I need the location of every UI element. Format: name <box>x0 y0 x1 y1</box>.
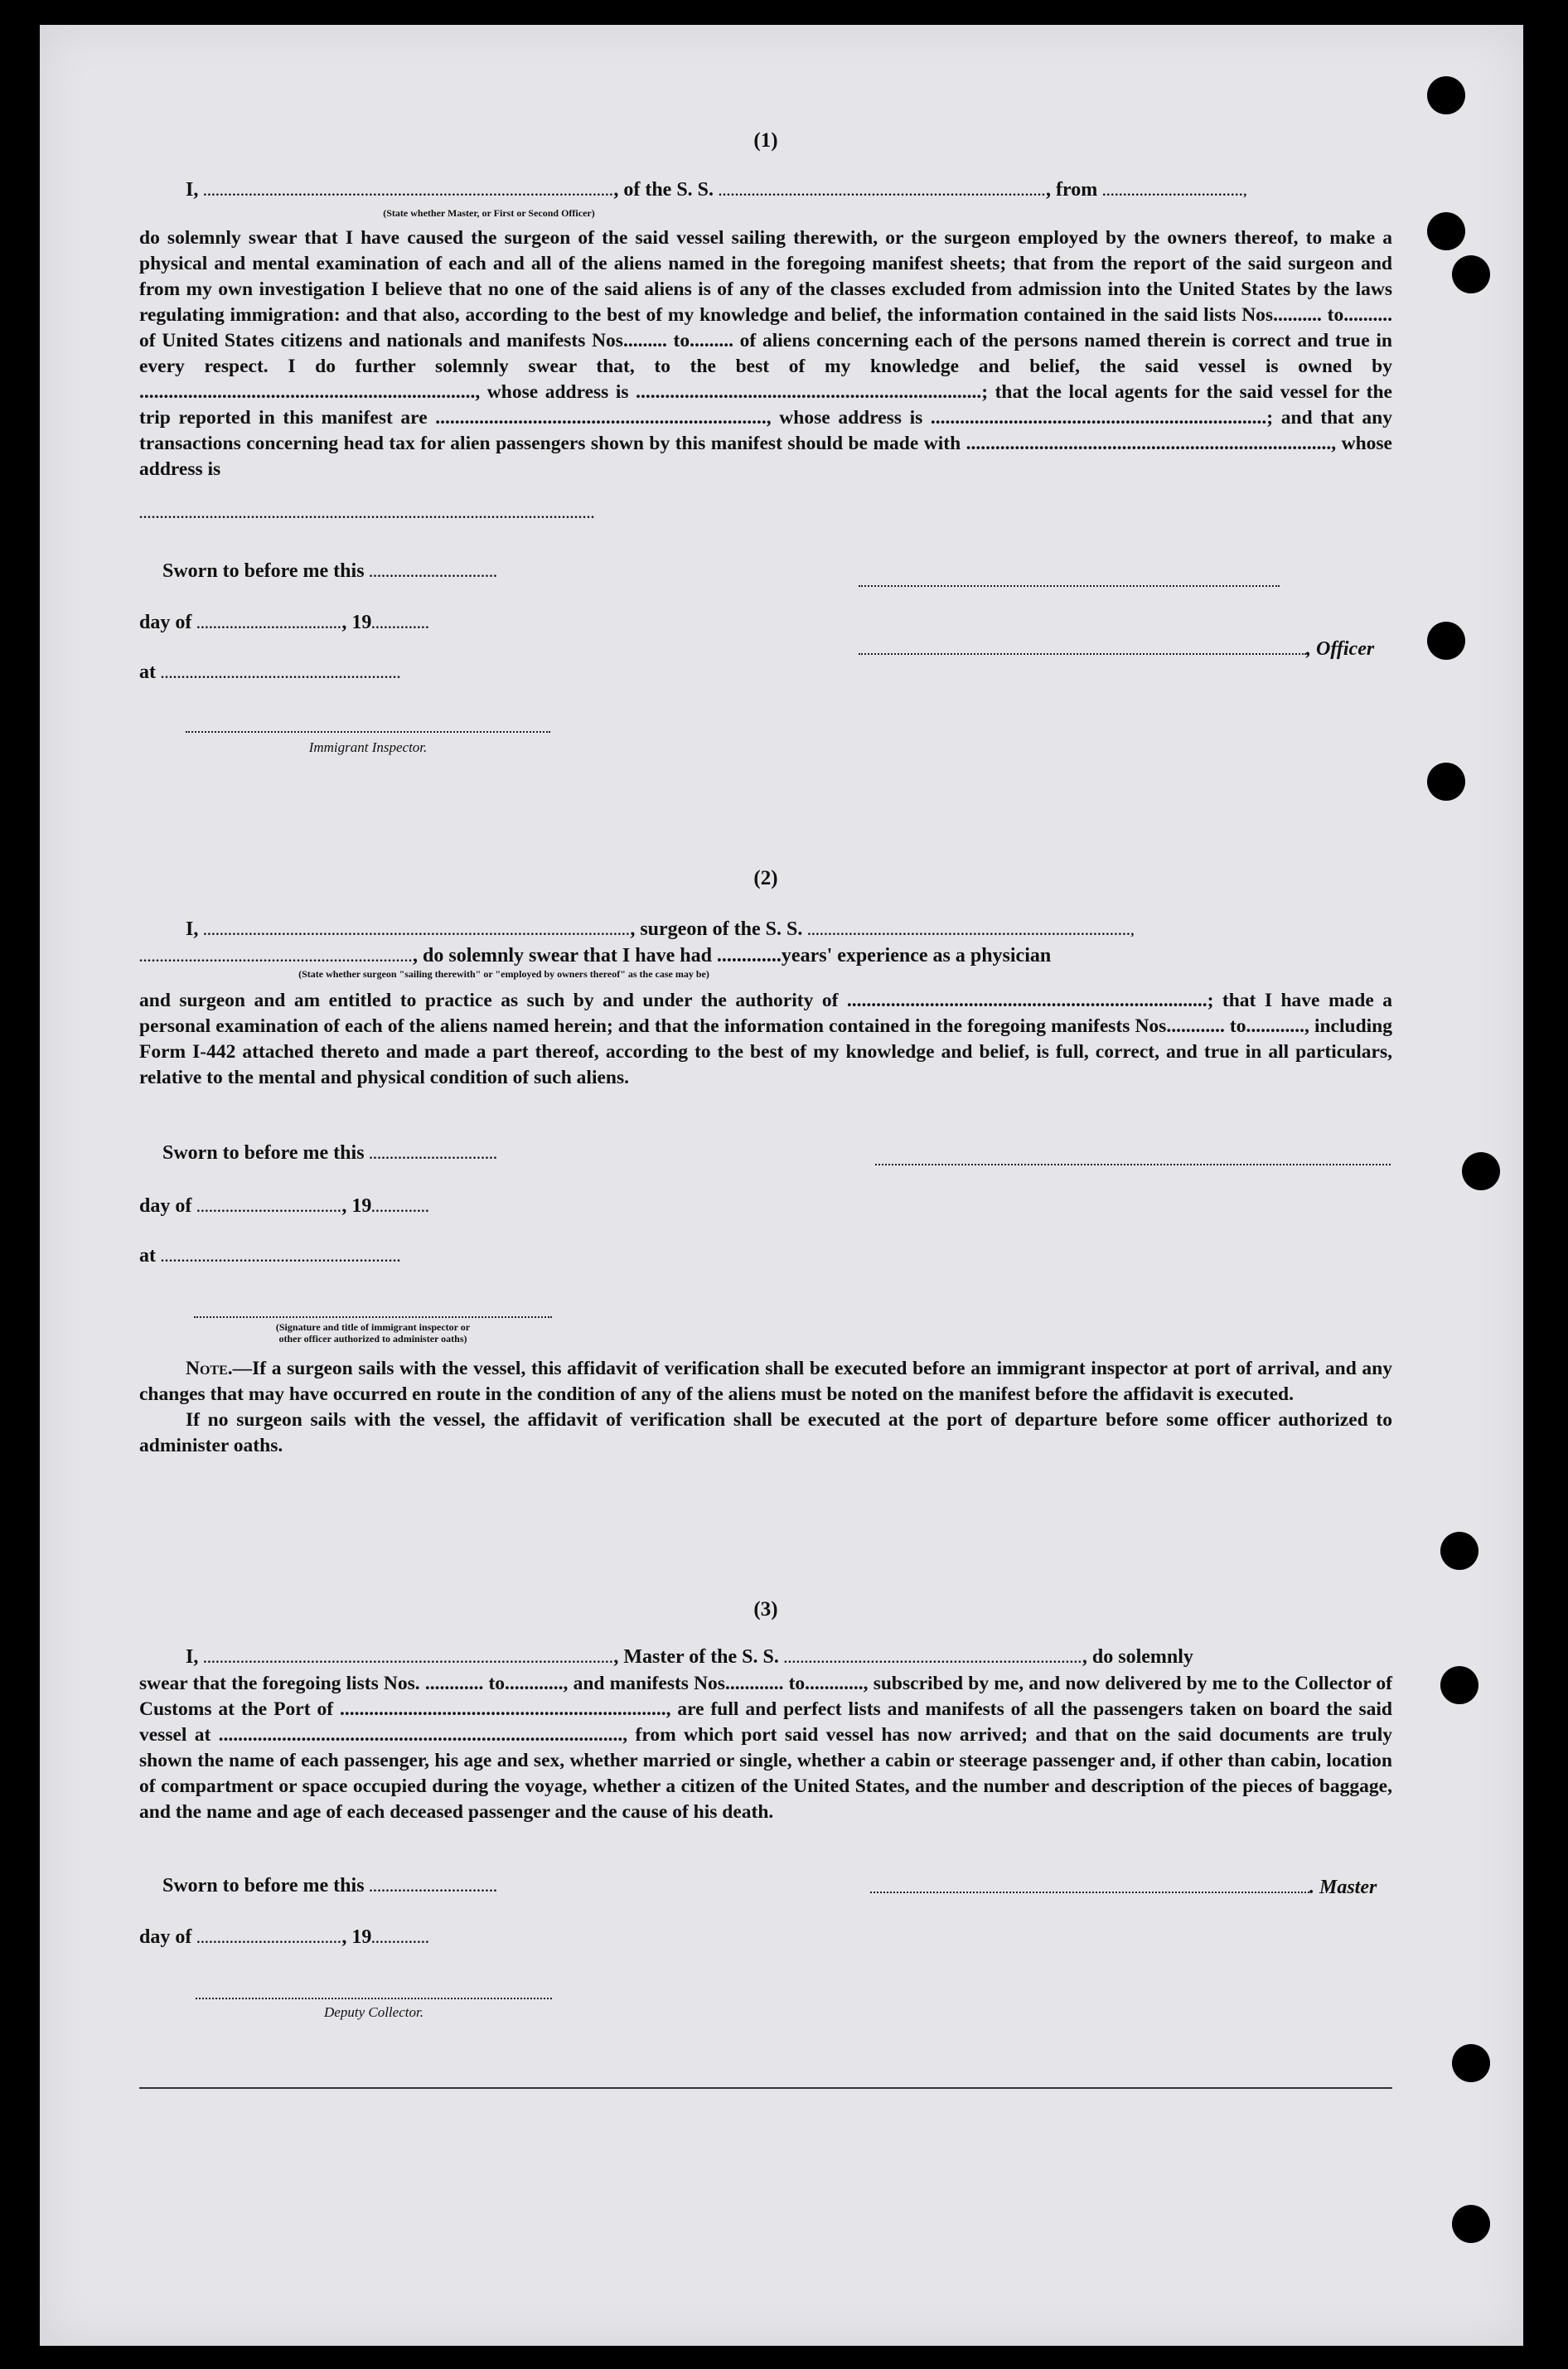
section-3-declarant-line <box>186 1646 1193 1669</box>
section-2-declarant-line <box>186 918 1135 941</box>
punch-hole <box>1452 2205 1490 2243</box>
section-1-officer-signature-line[interactable] <box>859 585 1280 587</box>
section-3-collector-signature-line[interactable] <box>196 1998 552 1999</box>
punch-hole <box>1427 622 1465 660</box>
bottom-rule <box>139 2087 1392 2089</box>
section-3-solemnly-label: , do solemnly <box>1082 1646 1193 1668</box>
section-2-at-field[interactable]: .......................................................... <box>161 1251 401 1265</box>
section-3-number: (3) <box>753 1598 778 1621</box>
section-2-signature-caption-2: other officer authorized to administer oaths) <box>278 1333 467 1344</box>
section-2-surgeon-name-field[interactable]: ....................................................................................................... <box>203 924 631 938</box>
section-1-day-label: day of <box>139 612 192 633</box>
section-1-i-prefix: I, <box>186 179 199 201</box>
section-1-day-row <box>139 612 429 634</box>
section-2-number: (2) <box>753 867 778 889</box>
section-1-from-field[interactable]: .................................., <box>1102 185 1248 199</box>
section-3-master-signature-field[interactable] <box>870 1875 1309 1893</box>
section-1-oath-text: do solemnly swear that I have caused the surgeon of the said vessel sailing therewith, or the surgeon employed by the owners thereof, to make a physical and mental examination of each and all of the aliens named in the foregoing manifest sheets; that from the report of the said surgeon and from my own investigation I believe that no one of the said aliens is of any of the classes excluded from admission into the United States by the laws regulating immigration: and that also, according to the best of my knowledge and belief, the information contained in the said lists Nos.......... to.......... of United States citizens and nationals and manifests Nos......... to......... of aliens concerning each of the persons named therein is correct and true in every respect. I do further solemnly swear that, to the best of my knowledge and belief, the said vessel is owned by ....................................................................., whose address is .......................................................................; that the local agents for the said vessel for the trip reported in this manifest are ...................................................................., whose address is .....................................................................; and that any transactions concerning head tax for alien passengers shown by this manifest should be made with ..........................................................................., whose address is <box>139 227 1392 480</box>
section-3-collector-caption: Deputy Collector. <box>324 2004 423 2020</box>
section-1-declarant-line <box>186 179 1247 201</box>
section-2-surgeon-signature-line[interactable] <box>875 1164 1391 1165</box>
section-3-day-field[interactable]: ................................... <box>196 1932 342 1946</box>
section-2-note-paragraph-2: If no surgeon sails with the vessel, the affidavit of verification shall be executed at the port of departure before some officer authorized to administer oaths. <box>139 1409 1392 1456</box>
punch-hole <box>1440 1532 1478 1570</box>
section-2-note <box>139 1356 1392 1459</box>
section-3-master-signature-row <box>870 1875 1377 1899</box>
section-2-surgeon-caption: (State whether surgeon "sailing therewith" or "employed by owners thereof" as the case may be) <box>298 968 709 980</box>
section-3-master-label: , Master of the S. S. <box>613 1646 779 1668</box>
section-1-officer-row <box>859 637 1374 661</box>
section-3-oath-text: swear that the foregoing lists Nos. ............ to............, and manifests Nos............ to............, subscribed by me, and now delivered by me to the Collector of Customs at the Port of ..................................................................., are full and perfect lists and manifests of all the passengers taken on board the said vessel at ..................................................................................., from which port said vessel has now arrived; and that on the said documents are truly shown the name of each passenger, his age and sex, whether married or single, whether a cabin or steerage passenger and, if other than cabin, location of compartment or space occupied during the voyage, whether a citizen of the United States, and the number and description of the pieces of baggage, and the name and age of each deceased passenger and the cause of his death. <box>139 1673 1392 1823</box>
section-2-year-label: , 19 <box>341 1195 372 1217</box>
section-3-day-row <box>139 1926 429 1949</box>
section-1-day-field[interactable]: ................................... <box>196 618 342 632</box>
section-2-signature-caption-1: (Signature and title of immigrant inspector or <box>275 1321 471 1333</box>
section-1-officer-label: , Officer <box>1306 638 1375 660</box>
section-2-inspector-signature-line[interactable] <box>194 1316 552 1318</box>
section-3-body <box>139 1671 1392 1825</box>
section-1-officer-signature-field[interactable] <box>859 637 1306 655</box>
section-1-at-field[interactable]: .......................................................... <box>161 667 401 681</box>
section-2-i-prefix: I, <box>186 918 199 940</box>
punch-hole <box>1427 763 1465 801</box>
section-1-officer-caption: (State whether Master, or First or Second Officer) <box>383 207 595 219</box>
section-2-note-paragraph <box>139 1356 1392 1407</box>
section-2-sworn-row <box>162 1142 498 1165</box>
section-1-officer-field[interactable]: ................................................................................................... <box>203 185 614 199</box>
section-2-experience-text: , do solemnly swear that I have had .............years' experience as a physician <box>413 945 1052 966</box>
section-1-sworn-field[interactable]: ............................... <box>369 566 498 580</box>
section-2-sworn-label: Sworn to before me this <box>162 1142 365 1164</box>
section-1-year-label: , 19 <box>341 612 372 633</box>
punch-hole <box>1452 2044 1490 2082</box>
section-2-note-text: —If a surgeon sails with the vessel, this affidavit of verification shall be executed before an immigrant inspector at port of arrival, and any changes that may have occurred en route in the condition of any of the aliens must be noted on the manifest before the affidavit is executed. <box>139 1358 1392 1405</box>
section-3-master-sig-label: . Master <box>1309 1877 1377 1898</box>
punch-hole <box>1440 1666 1478 1704</box>
section-3-year-label: , 19 <box>341 1926 372 1948</box>
section-2-ship-field[interactable]: .............................................................................., <box>807 924 1135 938</box>
section-2-note-label: Note. <box>186 1358 233 1379</box>
section-3-master-name-field[interactable]: ................................................................................................... <box>203 1652 614 1666</box>
section-2-day-label: day of <box>139 1195 192 1217</box>
section-2-day-field[interactable]: ................................... <box>196 1201 342 1215</box>
punch-hole <box>1427 212 1465 250</box>
section-3-i-prefix: I, <box>186 1646 199 1668</box>
section-1-at-row <box>139 661 401 684</box>
section-1-from-label: , from <box>1046 179 1098 201</box>
section-1-year-field[interactable]: .............. <box>371 618 430 632</box>
section-1-body <box>139 225 1392 482</box>
section-3-sworn-row <box>162 1875 498 1897</box>
section-2-day-row <box>139 1195 429 1218</box>
section-1-sworn-label: Sworn to before me this <box>162 560 365 582</box>
section-3-sworn-field[interactable]: ............................... <box>369 1881 498 1895</box>
section-2-experience-line <box>139 945 1051 967</box>
section-1-ship-field[interactable]: ............................................................................... <box>719 185 1047 199</box>
section-2-at-label: at <box>139 1245 156 1267</box>
section-2-sworn-field[interactable]: ............................... <box>369 1148 498 1162</box>
punch-hole <box>1462 1152 1500 1190</box>
section-2-surgeon-label: , surgeon of the S. S. <box>630 918 803 940</box>
section-1-number: (1) <box>753 129 778 152</box>
section-3-day-label: day of <box>139 1926 192 1948</box>
punch-hole <box>1427 76 1465 114</box>
section-1-inspector-caption: Immigrant Inspector. <box>308 739 428 755</box>
section-3-sworn-label: Sworn to before me this <box>162 1875 365 1897</box>
section-3-ship-field[interactable]: ........................................................................ <box>783 1652 1082 1666</box>
section-1-at-label: at <box>139 661 156 683</box>
section-1-sworn-row <box>162 560 498 583</box>
section-2-surgeon-status-field[interactable]: .................................................................. <box>139 951 413 965</box>
section-2-body <box>139 988 1392 1091</box>
section-1-ship-label: , of the S. S. <box>613 179 714 201</box>
section-2-at-row <box>139 1245 401 1267</box>
section-1-address-field[interactable]: .............................................................................................................. <box>139 507 595 521</box>
punch-hole <box>1452 255 1490 293</box>
section-2-oath-text: and surgeon and am entitled to practice as such by and under the authority of ..........................................................................; that I have made a personal examination of each of the aliens named herein; and that the information contained in the foregoing manifests Nos............ to............, including Form I-442 attached thereto and made a part thereof, according to the best of my knowledge and belief, is full, correct, and true in all particulars, relative to the mental and physical condition of such aliens. <box>139 990 1392 1088</box>
section-2-year-field[interactable]: .............. <box>371 1201 430 1215</box>
section-3-year-field[interactable]: .............. <box>371 1932 430 1946</box>
section-1-inspector-signature-line[interactable] <box>186 731 550 733</box>
